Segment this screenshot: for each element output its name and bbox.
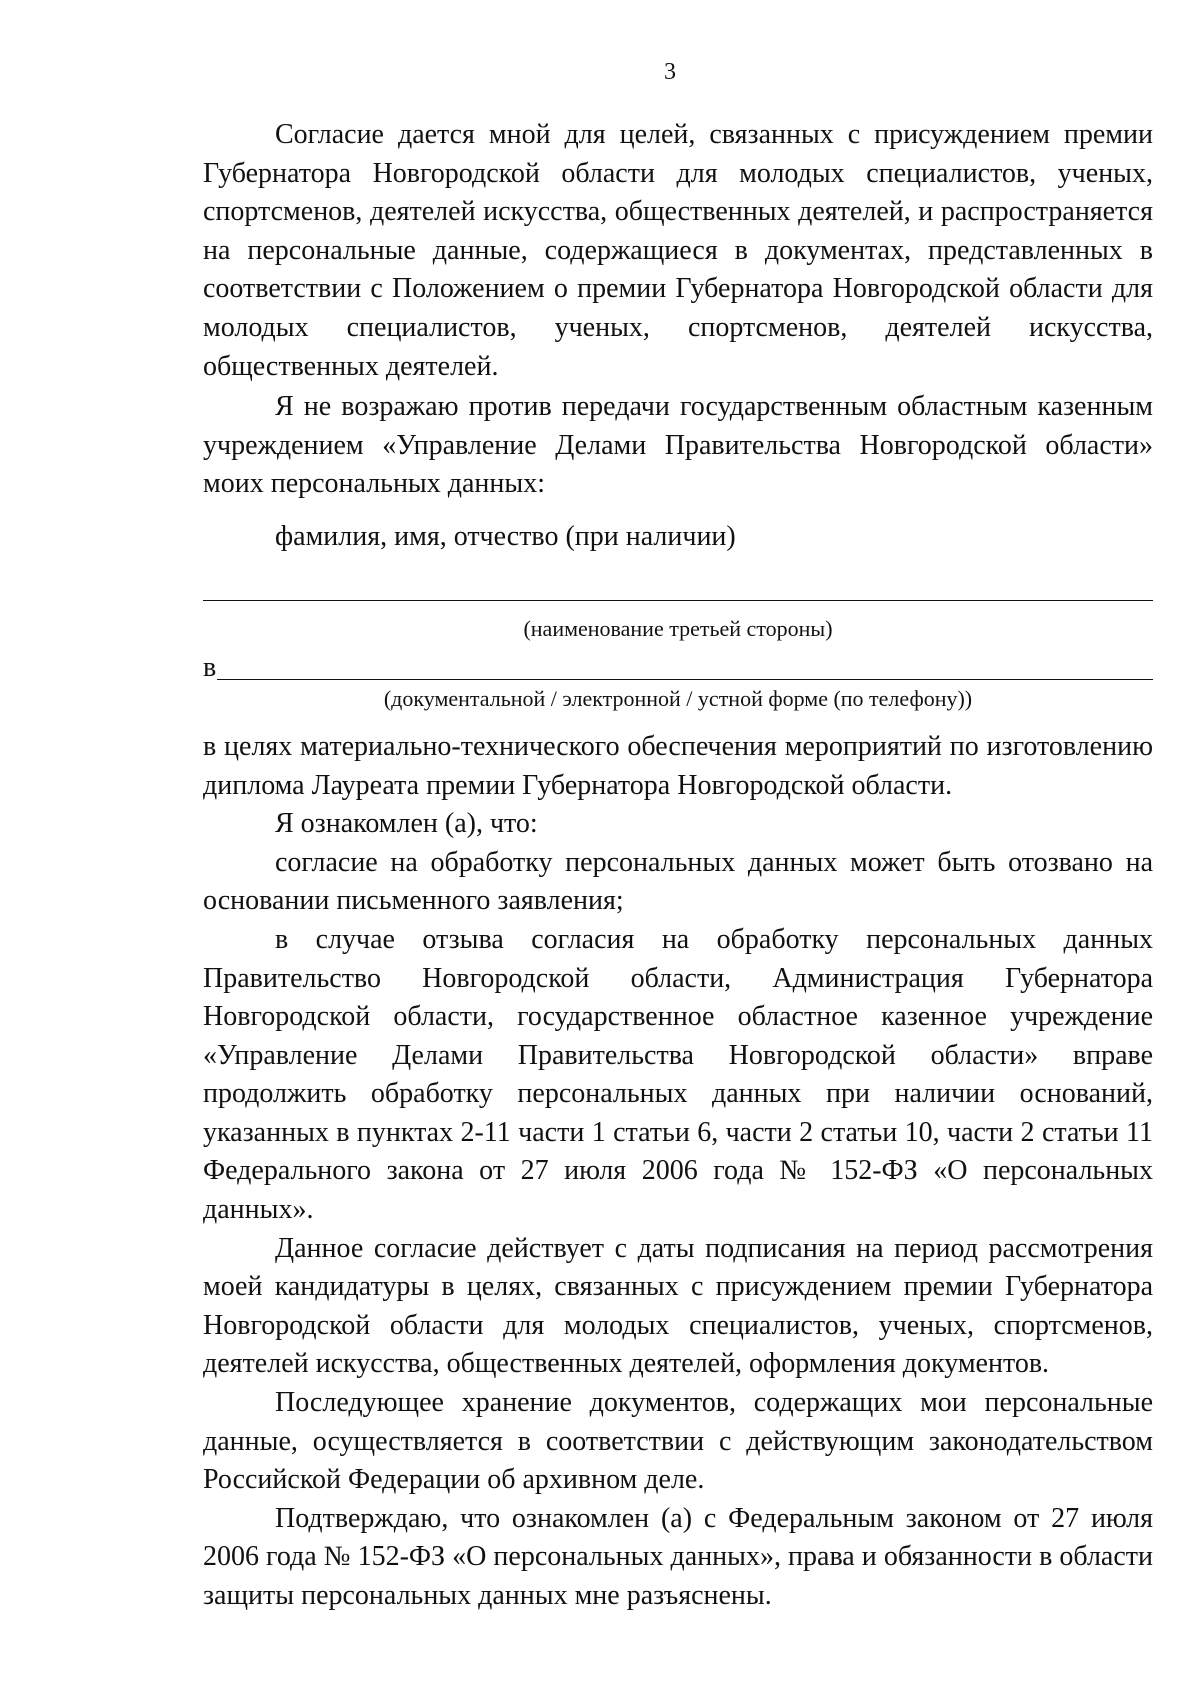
paragraph-purpose-goal: в целях материально-технического обеспечения мероприятий по изготовлению диплома Лауреата премии Губернатора Новгородской области. xyxy=(203,730,1153,801)
paragraph-validity: Данное согласие действует с даты подписания на период рассмотрения моей кандидатуры в целях, связанных с присуждением премии Губернатора Новгородской области для молодых специалистов, ученых, спортсменов, деятелей искусства, общественных деятелей, оформления документов. xyxy=(203,1232,1153,1380)
fio-field-label: фамилия, имя, отчество (при наличии) xyxy=(275,520,736,552)
document-body xyxy=(203,116,1153,1616)
form-blank-line xyxy=(217,679,1153,680)
third-party-caption: (наименование третьей стороны) xyxy=(523,615,833,641)
page-number: 3 xyxy=(664,59,676,85)
form-prefix: в xyxy=(203,651,217,683)
paragraph-acknowledged: Я ознакомлен (а), что: xyxy=(275,808,538,840)
paragraph-consent-purpose: Согласие дается мной для целей, связанных с присуждением премии Губернатора Новгородской области для молодых специалистов, ученых, спортсменов, деятелей искусства, общественных деятелей, и распространяется на персональные данные, содержащиеся в документах, представленных в соответствии с Положением о премии Губернатора Новгородской области для молодых специалистов, ученых, спортсменов, деятелей искусства, общественных деятелей. xyxy=(203,119,1153,382)
form-caption: (документальной / электронной / устной форме (по телефону)) xyxy=(383,685,973,711)
third-party-field[interactable] xyxy=(203,556,1153,616)
paragraph-revocation-case: в случае отзыва согласия на обработку персональных данных Правительство Новгородской области, Администрация Губернатора Новгородской области, государственное областное казенное учреждение «Управление Делами Правительства Новгородской области» вправе продолжить обработку персональных данных при наличии оснований, указанных в пунктах 2-11 части 1 статьи 6, части 2 статьи 10, части 2 статьи 11 Федерального закона от 27 июля 2006 года № 152-ФЗ «О персональных данных». xyxy=(203,923,1153,1226)
paragraph-no-objection: Я не возражаю против передачи государственным областным казенным учреждением «Управление Делами Правительства Новгородской области» моих персональных данных: xyxy=(203,391,1153,500)
form-field[interactable] xyxy=(203,650,1153,686)
third-party-blank-line xyxy=(203,600,1153,601)
paragraph-revocable: согласие на обработку персональных данных может быть отозвано на основании письменного заявления; xyxy=(203,846,1153,917)
paragraph-confirmation: Подтверждаю, что ознакомлен (а) с Федеральным законом от 27 июля 2006 года № 152-ФЗ «О персональных данных», права и обязанности в области защиты персональных данных мне разъяснены. xyxy=(203,1502,1153,1611)
paragraph-storage: Последующее хранение документов, содержащих мои персональные данные, осуществляется в соответствии с действующим законодательством Российской Федерации об архивном деле. xyxy=(203,1387,1153,1496)
